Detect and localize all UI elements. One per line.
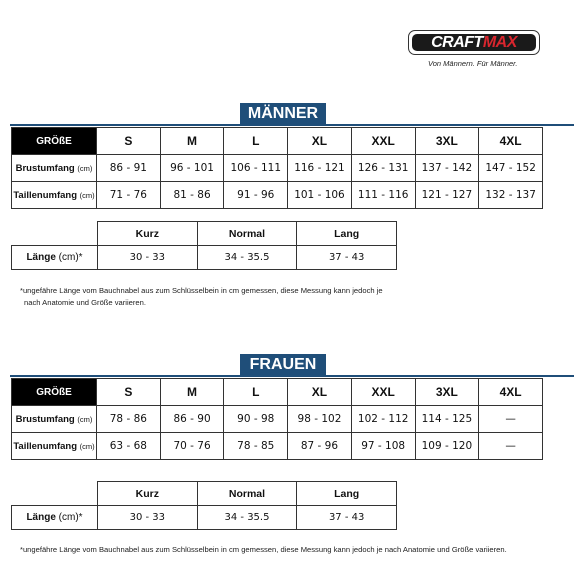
row-label-unit: (cm)* bbox=[58, 252, 83, 263]
size-header: S bbox=[97, 128, 161, 155]
table-row bbox=[12, 506, 397, 530]
length-header: Lang bbox=[297, 482, 397, 506]
size-header: XXL bbox=[351, 379, 415, 406]
size-header: XXL bbox=[351, 128, 415, 155]
table-cell: 106 - 111 bbox=[224, 155, 288, 182]
table-cell: 102 - 112 bbox=[351, 406, 415, 433]
size-header: 3XL bbox=[415, 379, 479, 406]
row-label-text: Brustumfang bbox=[15, 413, 75, 425]
men-section-title: MÄNNER bbox=[240, 103, 326, 125]
table-row bbox=[12, 482, 397, 506]
table-cell: 63 - 68 bbox=[97, 433, 161, 460]
row-label bbox=[12, 406, 97, 433]
size-header: 4XL bbox=[479, 379, 543, 406]
table-cell: — bbox=[479, 406, 543, 433]
table-cell: 96 - 101 bbox=[160, 155, 224, 182]
men-length-table bbox=[11, 221, 397, 270]
table-row bbox=[12, 182, 543, 209]
length-header: Kurz bbox=[98, 482, 198, 506]
logo-text-max: MAX bbox=[482, 33, 517, 51]
table-cell: 34 - 35.5 bbox=[197, 506, 297, 530]
size-header: L bbox=[224, 379, 288, 406]
table-cell: 34 - 35.5 bbox=[197, 246, 297, 270]
table-cell: 101 - 106 bbox=[288, 182, 352, 209]
size-header: XL bbox=[288, 128, 352, 155]
table-row bbox=[12, 379, 543, 406]
blank-cell bbox=[12, 482, 98, 506]
row-label-unit: (cm) bbox=[77, 414, 93, 424]
women-size-table bbox=[11, 378, 543, 460]
men-footnote-line2: nach Anatomie und Größe variieren. bbox=[24, 298, 146, 307]
size-header: M bbox=[160, 379, 224, 406]
table-cell: 132 - 137 bbox=[479, 182, 543, 209]
table-cell: 98 - 102 bbox=[288, 406, 352, 433]
table-row bbox=[12, 433, 543, 460]
row-label bbox=[12, 506, 98, 530]
row-label bbox=[12, 155, 97, 182]
length-header: Lang bbox=[297, 222, 397, 246]
table-cell: 147 - 152 bbox=[479, 155, 543, 182]
table-cell: 126 - 131 bbox=[351, 155, 415, 182]
table-cell: 116 - 121 bbox=[288, 155, 352, 182]
table-cell: 114 - 125 bbox=[415, 406, 479, 433]
row-label-text: Länge bbox=[26, 252, 56, 263]
row-label-text: Taillenumfang bbox=[13, 189, 78, 201]
table-cell: 30 - 33 bbox=[98, 246, 198, 270]
length-header: Kurz bbox=[98, 222, 198, 246]
table-cell: 111 - 116 bbox=[351, 182, 415, 209]
table-cell: 86 - 90 bbox=[160, 406, 224, 433]
table-cell: 37 - 43 bbox=[297, 246, 397, 270]
table-cell: 30 - 33 bbox=[98, 506, 198, 530]
row-label bbox=[12, 246, 98, 270]
table-cell: — bbox=[479, 433, 543, 460]
logo-frame bbox=[408, 30, 540, 55]
table-cell: 87 - 96 bbox=[288, 433, 352, 460]
table-cell: 81 - 86 bbox=[160, 182, 224, 209]
size-header: S bbox=[97, 379, 161, 406]
length-header: Normal bbox=[197, 482, 297, 506]
row-label-unit: (cm) bbox=[79, 190, 95, 200]
table-cell: 91 - 96 bbox=[224, 182, 288, 209]
table-cell: 78 - 86 bbox=[97, 406, 161, 433]
row-label-unit: (cm)* bbox=[58, 512, 83, 523]
size-header: L bbox=[224, 128, 288, 155]
table-cell: 97 - 108 bbox=[351, 433, 415, 460]
table-cell: 37 - 43 bbox=[297, 506, 397, 530]
table-cell: 90 - 98 bbox=[224, 406, 288, 433]
row-label-unit: (cm) bbox=[77, 163, 93, 173]
table-cell: 70 - 76 bbox=[160, 433, 224, 460]
table-cell: 78 - 85 bbox=[224, 433, 288, 460]
size-header: XL bbox=[288, 379, 352, 406]
blank-cell bbox=[12, 222, 98, 246]
size-header: 3XL bbox=[415, 128, 479, 155]
women-footnote bbox=[20, 544, 507, 556]
table-row bbox=[12, 246, 397, 270]
row-label-text: Länge bbox=[26, 512, 56, 523]
women-length-table bbox=[11, 481, 397, 530]
row-label bbox=[12, 433, 97, 460]
table-cell: 109 - 120 bbox=[415, 433, 479, 460]
brand-tagline: Von Männern. Für Männer. bbox=[428, 59, 518, 68]
row-label-unit: (cm) bbox=[79, 441, 95, 451]
table-cell: 71 - 76 bbox=[97, 182, 161, 209]
men-size-table bbox=[11, 127, 543, 209]
logo-text-craft: CRAFT bbox=[431, 33, 483, 51]
size-header-corner: GRÖßE bbox=[12, 379, 97, 406]
size-header: 4XL bbox=[479, 128, 543, 155]
craftmax-logo bbox=[408, 30, 542, 57]
women-section-title: FRAUEN bbox=[240, 354, 326, 376]
row-label bbox=[12, 182, 97, 209]
table-row bbox=[12, 155, 543, 182]
table-cell: 121 - 127 bbox=[415, 182, 479, 209]
men-footnote bbox=[20, 285, 383, 309]
row-label-text: Brustumfang bbox=[15, 162, 75, 174]
table-cell: 86 - 91 bbox=[97, 155, 161, 182]
women-footnote-line1: *ungefähre Länge vom Bauchnabel aus zum Schlüsselbein in cm gemessen, diese Messung kann jedoch je nach Anatomie und Größe variieren. bbox=[20, 545, 507, 554]
logo-badge bbox=[412, 34, 536, 51]
table-row bbox=[12, 128, 543, 155]
men-footnote-line1: *ungefähre Länge vom Bauchnabel aus zum Schlüsselbein in cm gemessen, diese Messung kann jedoch je bbox=[20, 286, 383, 295]
table-row bbox=[12, 406, 543, 433]
table-row bbox=[12, 222, 397, 246]
size-header-corner: GRÖßE bbox=[12, 128, 97, 155]
table-cell: 137 - 142 bbox=[415, 155, 479, 182]
length-header: Normal bbox=[197, 222, 297, 246]
row-label-text: Taillenumfang bbox=[13, 440, 78, 452]
size-header: M bbox=[160, 128, 224, 155]
